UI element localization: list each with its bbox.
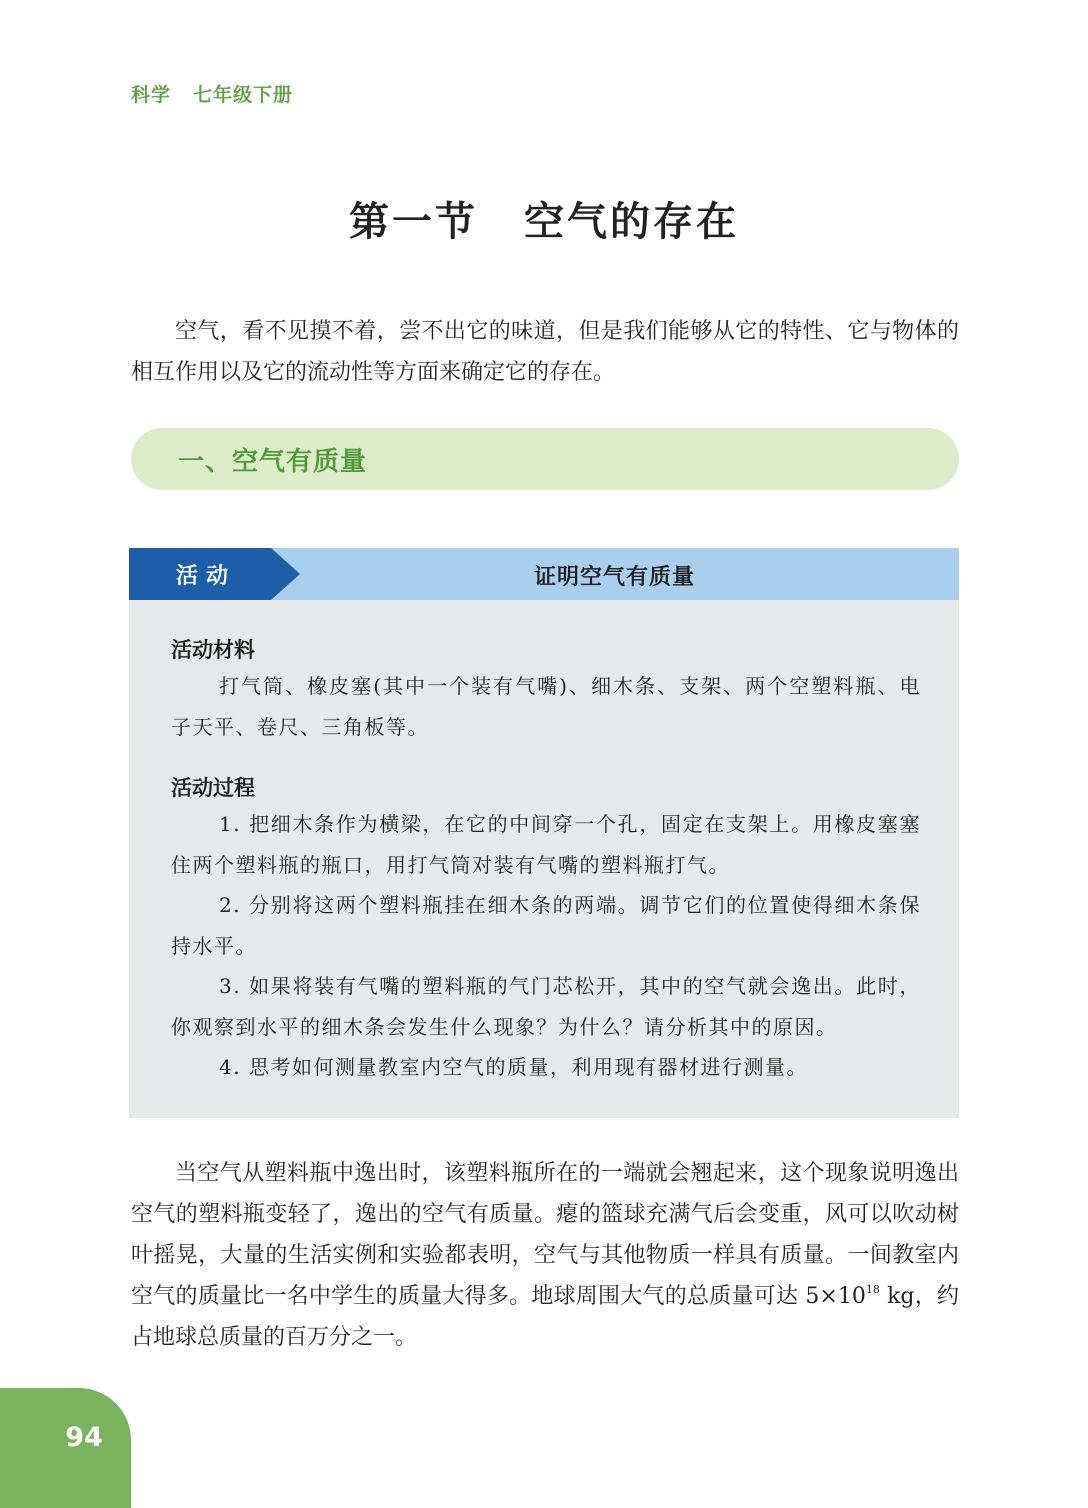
process-step: 3. 如果将装有气嘴的塑料瓶的气门芯松开，其中的空气就会逸出。此时，你观察到水平的细木条会发生什么现象？为什么？请分析其中的原因。: [171, 974, 921, 1039]
intro-paragraph: 空气，看不见摸不着，尝不出它的味道，但是我们能够从它的特性、它与物体的相互作用以及它的流动性等方面来确定它的存在。: [131, 319, 959, 385]
running-head-subject: 科学: [131, 84, 172, 106]
conclusion-text-after: kg，约占地球总质量的百万分之一。: [131, 1284, 959, 1350]
section-number: 第一节: [349, 199, 478, 245]
conclusion-paragraph: [131, 1153, 959, 1358]
section-title: [0, 190, 1088, 247]
activity-tag-label: 活动: [176, 564, 237, 589]
page-number: 94: [65, 1422, 103, 1453]
activity-box: [129, 548, 959, 1118]
process-step: 4. 思考如何测量教室内空气的质量，利用现有器材进行测量。: [219, 1055, 808, 1079]
subsection-banner: [131, 428, 959, 490]
materials-text: 打气筒、橡皮塞(其中一个装有气嘴)、细木条、支架、两个空塑料瓶、电子天平、卷尺、三角板等。: [171, 674, 921, 739]
activity-title: 证明空气有质量: [534, 565, 696, 590]
section-title-text: 空气的存在: [524, 199, 739, 245]
conclusion-exponent: 18: [865, 1283, 880, 1296]
subsection-title: 一、空气有质量: [178, 447, 368, 477]
running-head: [131, 80, 293, 107]
running-head-grade: 七年级下册: [193, 84, 294, 106]
page-number-tab: [0, 1388, 131, 1508]
process-step: 2. 分别将这两个塑料瓶挂在细木条的两端。调节它们的位置使得细木条保持水平。: [171, 893, 921, 958]
process-step: 1. 把细木条作为横梁，在它的中间穿一个孔，固定在支架上。用橡皮塞塞住两个塑料瓶的瓶口，用打气筒对装有气嘴的塑料瓶打气。: [171, 812, 921, 877]
activity-tag: [129, 548, 301, 600]
conclusion-text-before: 当空气从塑料瓶中逸出时，该塑料瓶所在的一端就会翘起来，这个现象说明逸出空气的塑料瓶变轻了，逸出的空气有质量。瘪的篮球充满气后会变重，风可以吹动树叶摇晃，大量的生活实例和实验都表明，空气与其他物质一样具有质量。一间教室内空气的质量比一名中学生的质量大得多。地球周围大气的总质量可达 5×10: [131, 1161, 959, 1309]
process-heading: 活动过程: [171, 776, 255, 800]
materials-heading: 活动材料: [171, 638, 255, 662]
